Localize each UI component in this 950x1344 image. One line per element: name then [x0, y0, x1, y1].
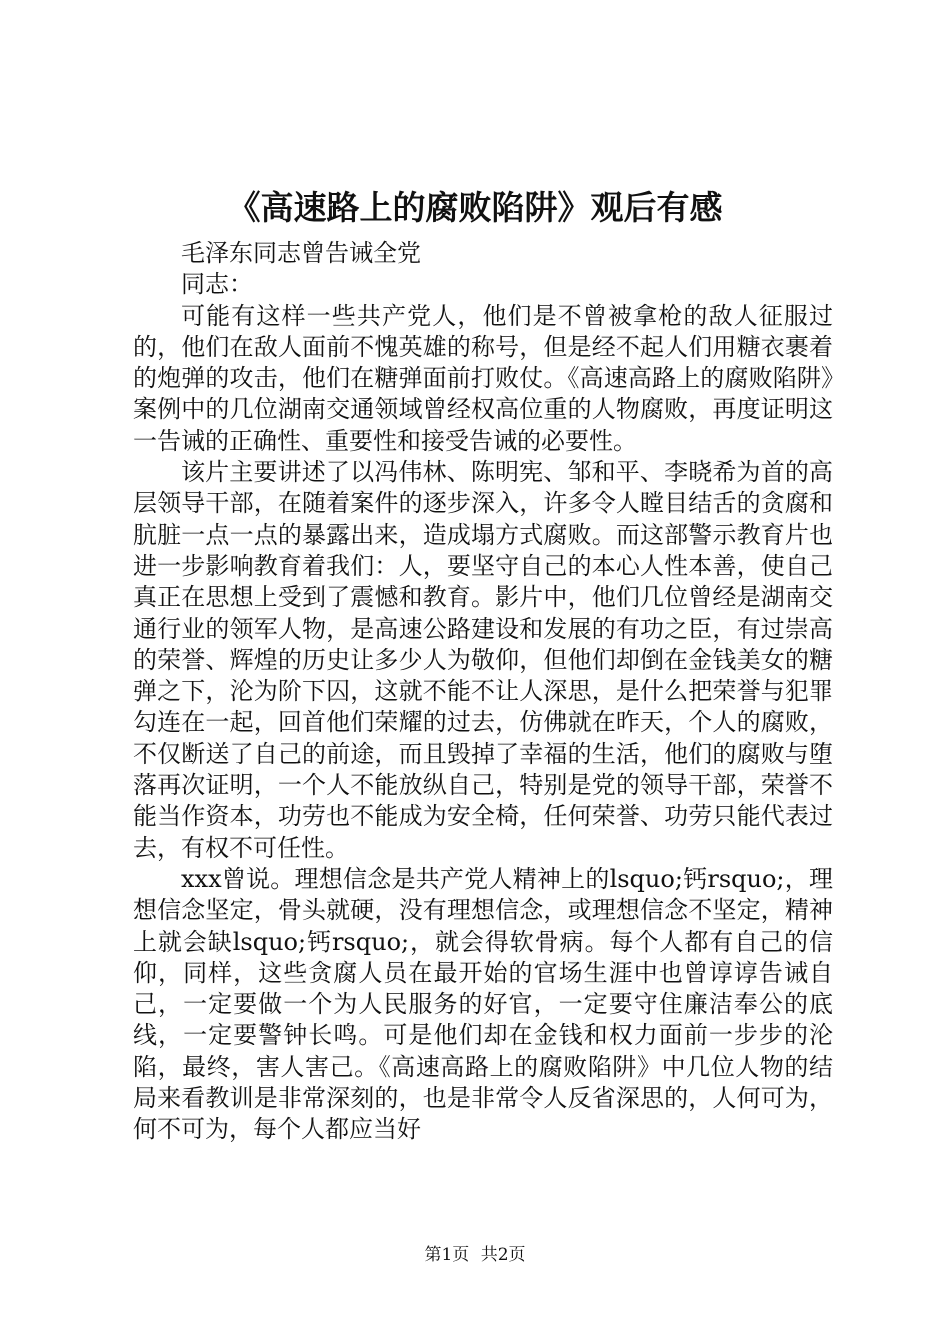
paragraph-3: 可能有这样一些共产党人，他们是不曾被拿枪的敌人征服过的，他们在敌人面前不愧英雄的称号，但是经不起人们用糖衣裹着的炮弹的攻击，他们在糖弹面前打败仗。《高速高路上的腐败陷阱》案例中的几位湖南交通领域曾经权高位重的人物腐败，再度证明这一告诫的正确性、重要性和接受告诫的必要性。 [133, 301, 833, 455]
paragraph-1: 毛泽东同志曾告诫全党 [181, 239, 421, 267]
paragraph-5: xxx曾说。理想信念是共产党人精神上的lsquo;钙rsquo;，理想信念坚定，骨头就硬，没有理想信念，或理想信念不坚定，精神上就会缺lsquo;钙rsquo;，就会得软骨病。每个人都有自己的信仰，同样，这些贪腐人员在最开始的官场生涯中也曾谆谆告诫自己，一定要做一个为人民服务的好官，一定要守住廉洁奉公的底线，一定要警钟长鸣。可是他们却在金钱和权力面前一步步的沦陷，最终，害人害己。《高速高路上的腐败陷阱》中几位人物的结局来看教训是非常深刻的，也是非常令人反省深思的，人何可为，何不可为，每个人都应当好 [133, 864, 833, 1144]
page-number: 第1页 [424, 1245, 470, 1265]
paragraph-4: 该片主要讲述了以冯伟林、陈明宪、邹和平、李晓希为首的高层领导干部，在随着案件的逐步深入，许多令人瞠目结舌的贪腐和肮脏一点一点的暴露出来，造成塌方式腐败。而这部警示教育片也进一步影响教育着我们：人，要坚守自己的本心人性本善，使自己真正在思想上受到了震憾和教育。影片中，他们几位曾经是湖南交通行业的领军人物，是高速公路建设和发展的有功之臣，有过崇高的荣誉、辉煌的历史让多少人为敬仰，但他们却倒在金钱美女的糖弹之下，沦为阶下囚，这就不能不让人深思，是什么把荣誉与犯罪勾连在一起，回首他们荣耀的过去，仿佛就在昨天，个人的腐败，不仅断送了自己的前途，而且毁掉了幸福的生活，他们的腐败与堕落再次证明，一个人不能放纵自己，特别是党的领导干部，荣誉不能当作资本，功劳也不能成为安全椅，任何荣誉、功劳只能代表过去，有权不可任性。 [133, 458, 833, 862]
paragraph-2: 同志： [181, 270, 253, 299]
page-footer [0, 1244, 950, 1266]
document-body [133, 238, 833, 1146]
page-total: 共2页 [480, 1245, 526, 1265]
document-title: 《高速路上的腐败陷阱》观后有感 [227, 188, 723, 227]
